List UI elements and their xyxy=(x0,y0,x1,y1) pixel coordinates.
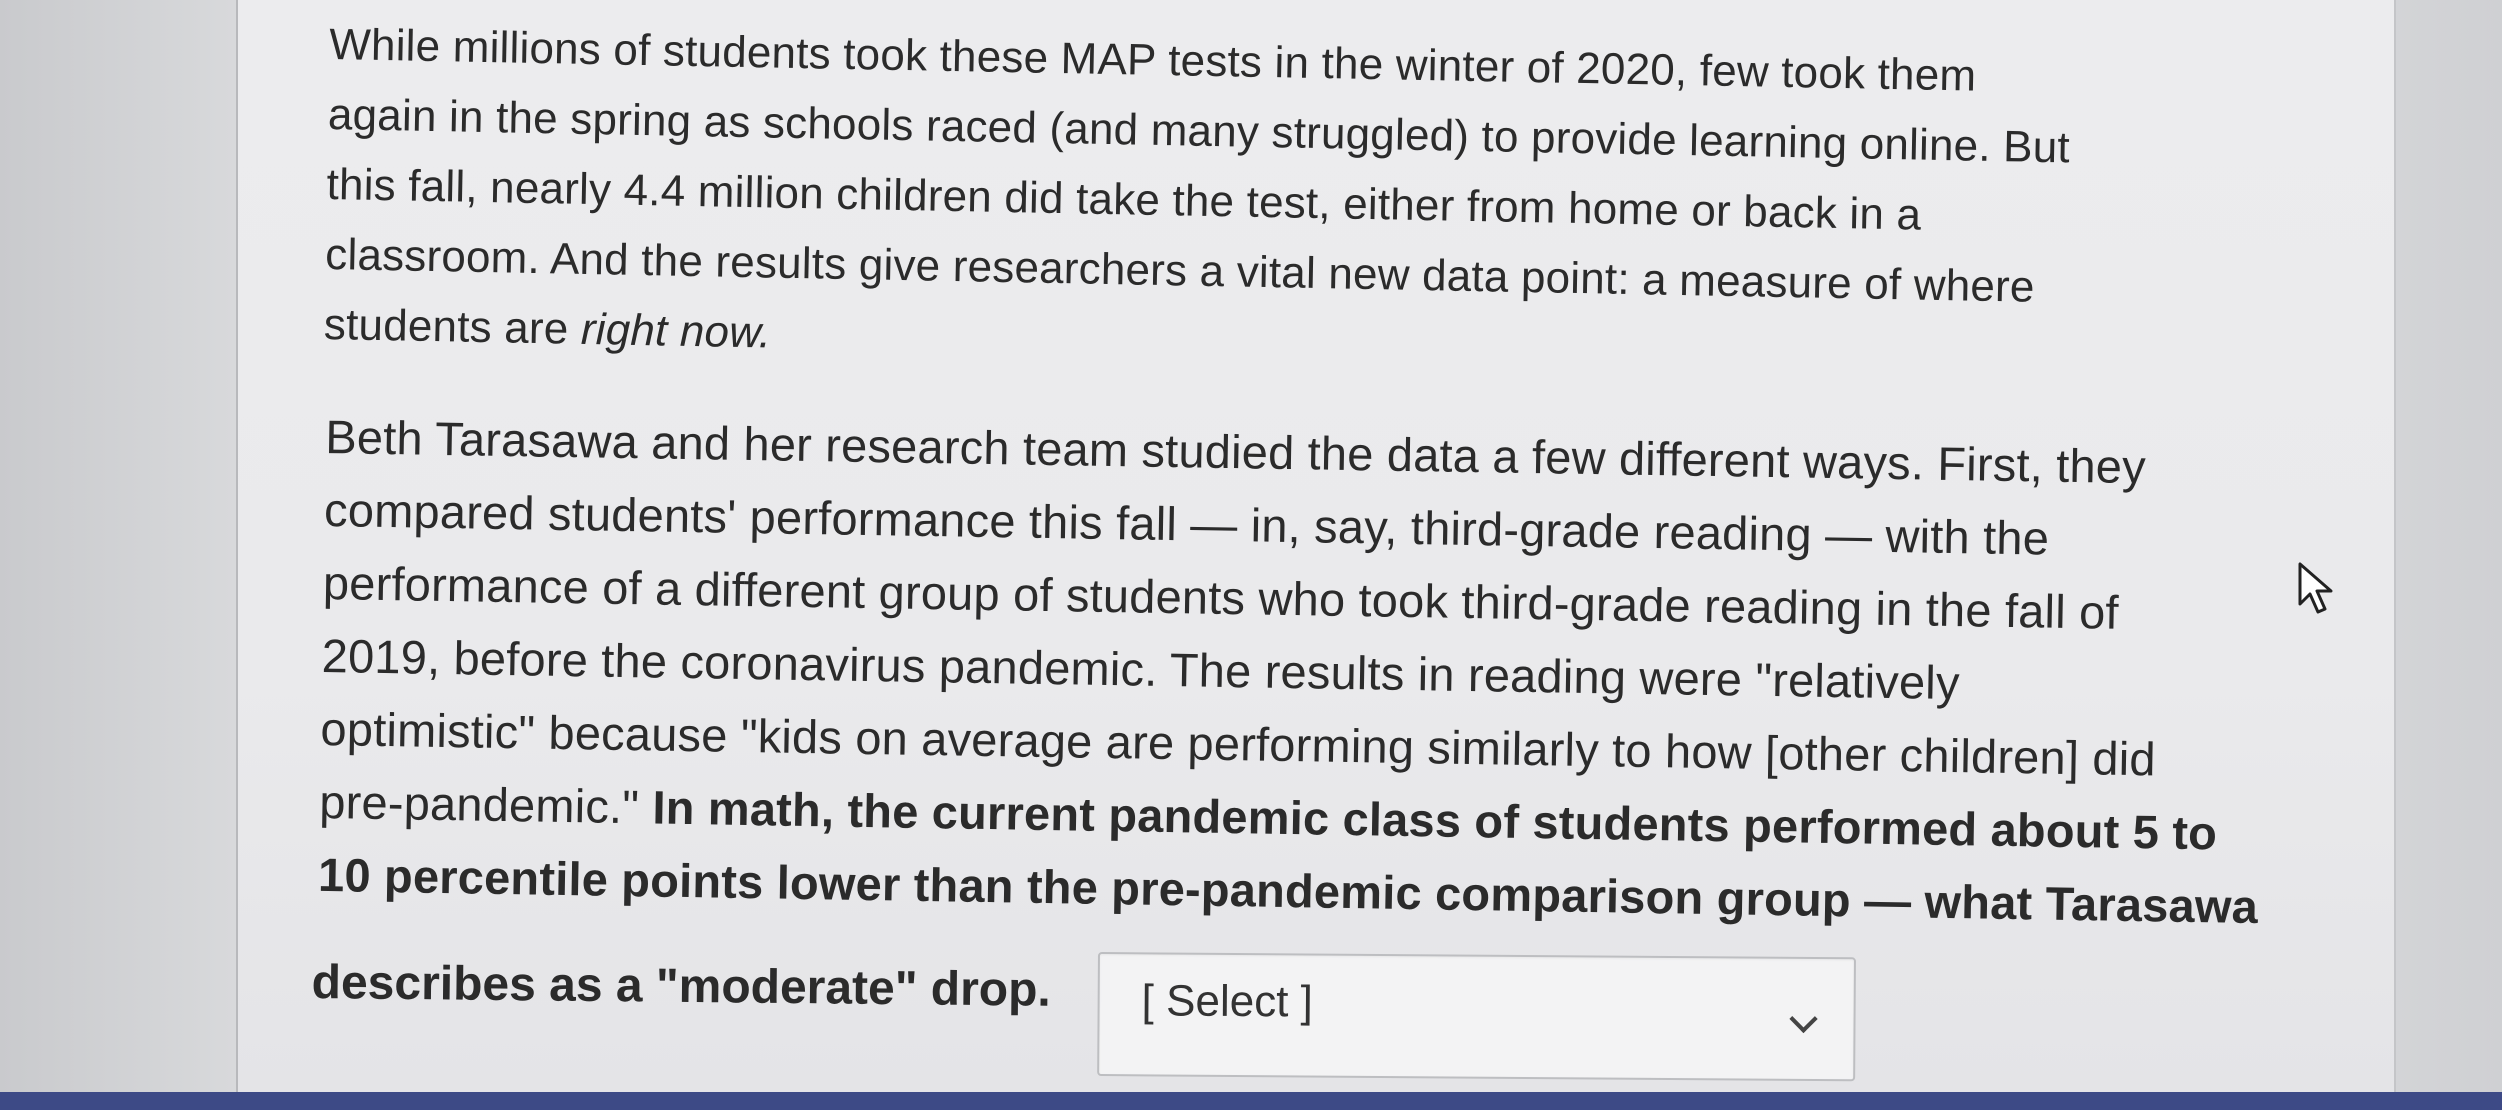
passage-line: While millions of students took these MAP tests in the winter of 2020, few took them xyxy=(328,19,1977,101)
answer-prompt xyxy=(311,955,1051,1018)
passage-bold-text: In math, the current pandemic class of students performed about 5 to xyxy=(652,780,2218,860)
passage-line: classroom. And the results give researchers a vital new data point: a measure of where xyxy=(324,229,2036,312)
answer-prompt-text: describes as a "moderate" drop. xyxy=(311,955,1052,1017)
passage-line: optimistic" because "kids on average are performing similarly to how [other children] did xyxy=(320,701,2157,786)
passage-line: 2019, before the coronavirus pandemic. The results in reading were "relatively xyxy=(321,628,1961,710)
answer-select-dropdown[interactable] xyxy=(1097,952,1856,1081)
taskbar-strip xyxy=(0,1092,2502,1110)
passage-text: pre-pandemic." xyxy=(318,774,653,834)
select-current-value: [ Select ] xyxy=(1141,976,1314,1027)
passage-line: this fall, nearly 4.4 million children did take the test, either from home or back in a xyxy=(326,159,1922,240)
passage-line: Beth Tarasawa and her research team studied the data a few different ways. First, they xyxy=(324,409,2147,494)
passage-line: again in the spring as schools raced (and many struggled) to provide learning online. But xyxy=(327,89,2071,173)
passage-text: students are xyxy=(323,299,582,354)
passage-emphasis: right now. xyxy=(580,304,772,358)
passage-line: performance of a different group of students who took third-grade reading in the fall of xyxy=(322,555,2120,639)
passage-line: compared students' performance this fall — in, say, third-grade reading — with the xyxy=(323,482,2050,565)
mouse-cursor-icon xyxy=(2296,560,2336,616)
passage-paragraph-2 xyxy=(318,400,2406,945)
chevron-down-icon xyxy=(1789,1005,1817,1033)
passage-bold-line: 10 percentile points lower than the pre-pandemic comparison group — what Tarasawa xyxy=(317,847,2259,934)
passage-paragraph-1 xyxy=(323,10,2389,399)
